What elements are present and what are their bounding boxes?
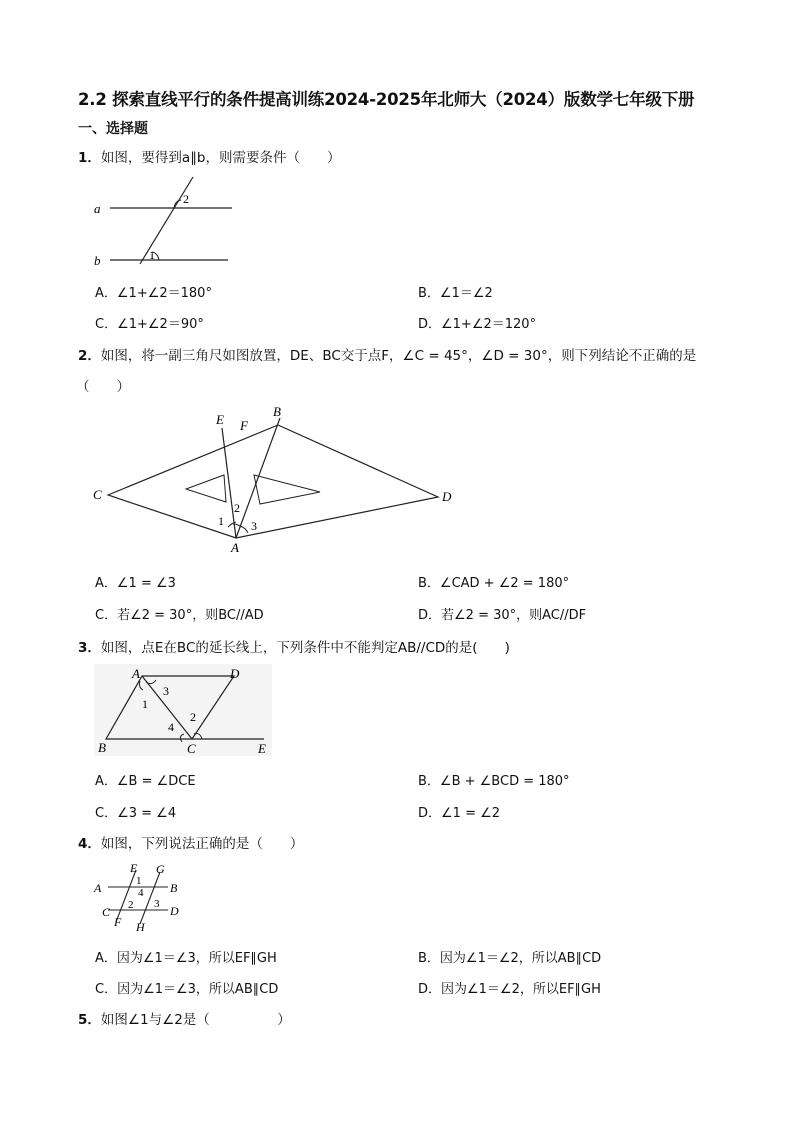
question-number: 1． — [78, 150, 101, 166]
option-d: D．若∠2 = 30°，则AC//DF — [418, 608, 587, 623]
angle-1-label: 1 — [149, 248, 155, 262]
option-a: A．因为∠1＝∠3，所以EF∥GH — [95, 951, 277, 966]
label-D: D — [442, 489, 452, 504]
label-D: D — [170, 904, 179, 918]
question-text: 如图∠1与∠2是（ ） — [100, 1012, 291, 1028]
label-F: F — [240, 418, 248, 433]
angle-4-label: 4 — [168, 720, 174, 734]
line-a-label: a — [94, 201, 101, 216]
angle-3-label: 3 — [251, 519, 257, 533]
label-B: B — [273, 404, 281, 419]
option-b: B．∠CAD + ∠2 = 180° — [418, 576, 570, 591]
option-a: A．∠B = ∠DCE — [95, 774, 196, 789]
question-5-stem — [78, 1008, 291, 1028]
label-H: H — [136, 920, 145, 934]
option-c: C．∠3 = ∠4 — [95, 806, 177, 821]
question-3-stem — [78, 636, 510, 656]
angle-2-label: 2 — [128, 899, 134, 911]
question-text: 如图，下列说法正确的是（ ） — [100, 836, 304, 852]
label-A: A — [132, 666, 140, 681]
question-1-stem — [78, 146, 341, 166]
label-A: A — [94, 881, 102, 895]
label-B: B — [98, 740, 106, 755]
question-text: 如图，将一副三角尺如图放置，DE、BC交于点F，∠C = 45°，∠D = 30°，则下列结论不正确的是 — [100, 348, 697, 364]
label-F: F — [114, 915, 122, 929]
figure-triangle-rulers — [88, 400, 468, 558]
option-d: D．因为∠1＝∠2，所以EF∥GH — [418, 982, 601, 997]
question-text: 如图，要得到a∥b，则需要条件（ ） — [100, 150, 341, 166]
page-title: 2.2 探索直线平行的条件提高训练2024-2025年北师大（2024）版数学七年级下册 — [78, 90, 695, 109]
option-d: D．∠1+∠2＝120° — [418, 317, 537, 332]
option-b: B．∠1＝∠2 — [418, 286, 493, 301]
label-E: E — [258, 741, 266, 756]
figure-parallel-lines — [90, 172, 240, 268]
label-C: C — [102, 905, 111, 919]
angle-3-label: 3 — [154, 898, 160, 910]
option-b: B．∠B + ∠BCD = 180° — [418, 774, 570, 789]
label-B: B — [170, 881, 178, 895]
figure-parallelogram — [94, 664, 272, 756]
label-E: E — [216, 412, 224, 427]
angle-1-label: 1 — [142, 697, 148, 711]
figure-intersecting-lines — [92, 860, 192, 934]
angle-3-label: 3 — [163, 684, 169, 698]
label-C: C — [187, 741, 196, 756]
label-C: C — [93, 487, 102, 502]
question-4-stem — [78, 832, 303, 852]
angle-2-label: 2 — [234, 501, 240, 515]
question-number: 5． — [78, 1012, 101, 1028]
option-c: C．∠1+∠2＝90° — [95, 317, 204, 332]
question-text: 如图，点E在BC的延长线上，下列条件中不能判定AB//CD的是( ) — [100, 640, 510, 656]
question-number: 3． — [78, 640, 101, 656]
angle-1-label: 1 — [136, 875, 142, 887]
question-number: 2． — [78, 348, 101, 364]
angle-4-label: 4 — [138, 887, 144, 899]
question-number: 4． — [78, 836, 101, 852]
option-c: C．因为∠1＝∠3，所以AB∥CD — [95, 982, 279, 997]
section-heading: 一、选择题 — [78, 121, 148, 137]
question-2-stem — [78, 344, 696, 364]
label-D: D — [230, 666, 240, 681]
option-a: A．∠1 = ∠3 — [95, 576, 176, 591]
angle-2-label: 2 — [190, 710, 196, 724]
option-a: A．∠1+∠2＝180° — [95, 286, 212, 301]
label-G: G — [156, 862, 165, 876]
label-A: A — [231, 540, 239, 555]
question-2-paren: （ ） — [76, 379, 130, 395]
angle-1-label: 1 — [218, 514, 224, 528]
option-d: D．∠1 = ∠2 — [418, 806, 501, 821]
option-b: B．因为∠1＝∠2，所以AB∥CD — [418, 951, 602, 966]
angle-2-label: 2 — [183, 192, 189, 206]
label-E: E — [130, 861, 138, 875]
option-c: C．若∠2 = 30°，则BC//AD — [95, 608, 264, 623]
line-b-label: b — [94, 253, 101, 268]
